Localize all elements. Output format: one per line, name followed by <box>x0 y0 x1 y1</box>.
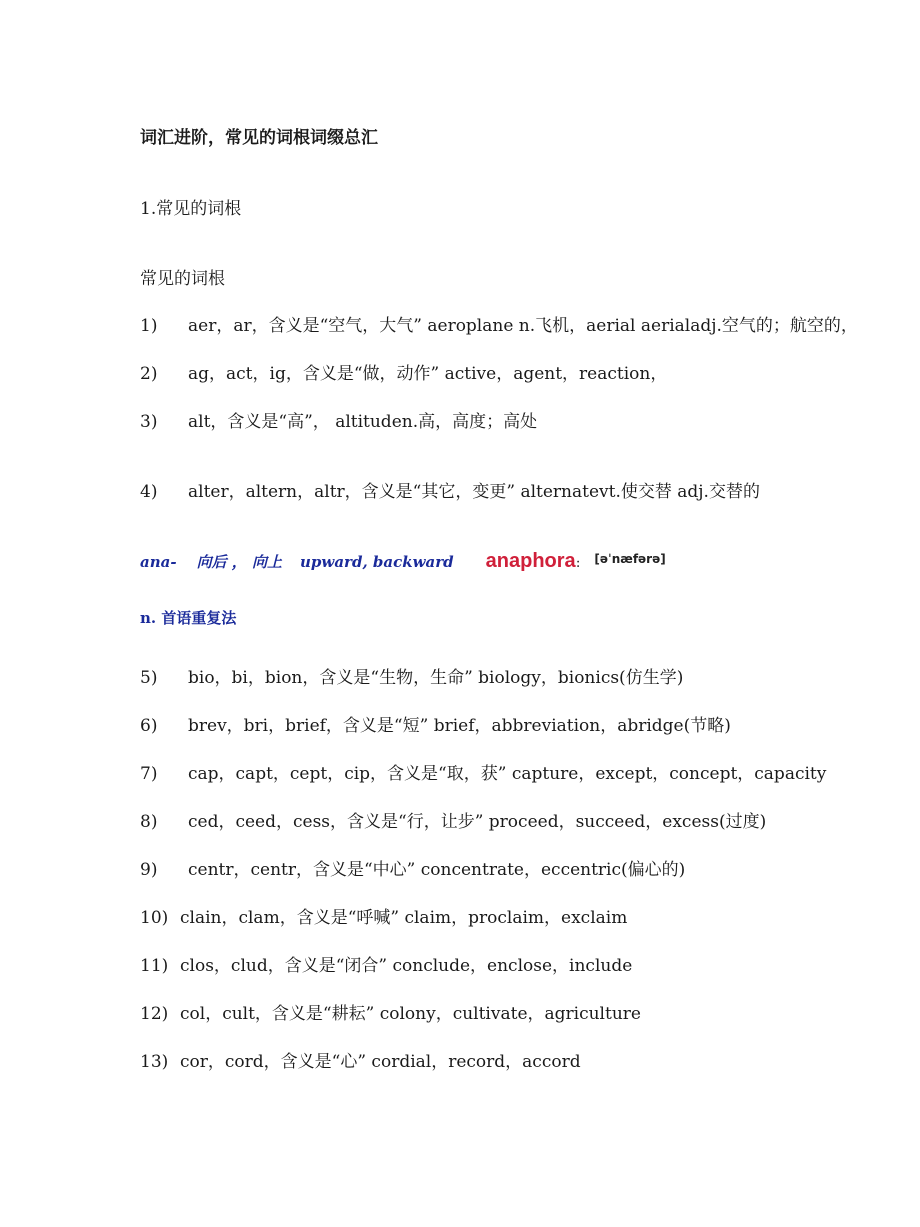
entry-text: bio，bi，bion，含义是“生物，生命” biology，bionics(仿生学) <box>188 668 684 688</box>
subheading: 常见的词根 <box>140 269 225 289</box>
entry-number: 9) <box>140 860 158 880</box>
entry-text: ag，act，ig，含义是“做，动作” active，agent，reaction， <box>188 364 668 384</box>
entry-text: aer，ar，含义是“空气，大气” aeroplane n.飞机，aerial aerialadj.空气的；航空的， <box>188 316 858 336</box>
entry-number: 13) <box>140 1052 169 1072</box>
entry-text: centr，centr，含义是“中心” concentrate，eccentric(偏心的) <box>188 860 686 880</box>
root-entry <box>140 763 826 785</box>
root-entry <box>140 315 858 337</box>
entry-number: 2) <box>140 364 158 384</box>
ana-prefix-line <box>140 550 666 574</box>
entry-number: 4) <box>140 482 158 502</box>
root-entry <box>140 955 632 977</box>
entry-number: 1) <box>140 316 158 336</box>
root-entry <box>140 1003 641 1025</box>
part-of-speech-definition: n. 首语重复法 <box>140 609 237 627</box>
prefix-meaning-en: upward, backward <box>300 553 454 571</box>
root-entry <box>140 363 667 385</box>
section-heading: 1.常见的词根 <box>140 199 242 219</box>
root-entry <box>140 811 766 833</box>
entry-text: alter，altern，altr，含义是“其它，变更” alternatevt.使交替 adj.交替的 <box>188 482 760 502</box>
entry-number: 6) <box>140 716 158 736</box>
entry-number: 3) <box>140 412 158 432</box>
entry-number: 11) <box>140 956 169 976</box>
entry-text: clos，clud，含义是“闭合” conclude，enclose，include <box>180 956 633 976</box>
entry-text: cap，capt，cept，cip，含义是“取，获” capture，except，concept，capacity <box>188 764 827 784</box>
example-word: anaphora <box>485 550 576 572</box>
entry-number: 8) <box>140 812 158 832</box>
root-entry <box>140 859 685 881</box>
entry-number: 12) <box>140 1004 169 1024</box>
root-entry <box>140 715 731 737</box>
root-entry <box>140 411 537 433</box>
entry-number: 7) <box>140 764 158 784</box>
entry-text: alt，含义是“高”， altituden.高，高度；高处 <box>188 412 538 432</box>
entry-text: col，cult，含义是“耕耘” colony，cultivate，agriculture <box>180 1004 641 1024</box>
prefix-meaning-cn: 向后 ， 向上 <box>196 553 283 571</box>
example-colon: : <box>575 555 581 571</box>
prefix-label: ana- <box>140 553 177 571</box>
entry-text: brev，bri，brief，含义是“短” brief，abbreviation，abridge(节略) <box>188 716 731 736</box>
entry-number: 10) <box>140 908 169 928</box>
root-entry <box>140 1051 581 1073</box>
root-entry <box>140 667 683 689</box>
root-entry <box>140 481 760 503</box>
root-entry <box>140 907 627 929</box>
entry-text: cor，cord，含义是“心” cordial，record，accord <box>180 1052 581 1072</box>
entry-text: ced，ceed，cess，含义是“行，让步” proceed，succeed，excess(过度) <box>188 812 767 832</box>
entry-text: clain，clam，含义是“呼喊” claim，proclaim，exclaim <box>180 908 628 928</box>
phonetic-transcription: [əˈnæfərə] <box>594 552 666 566</box>
entry-number: 5) <box>140 668 158 688</box>
document-title: 词汇进阶，常见的词根词缀总汇 <box>140 128 378 148</box>
